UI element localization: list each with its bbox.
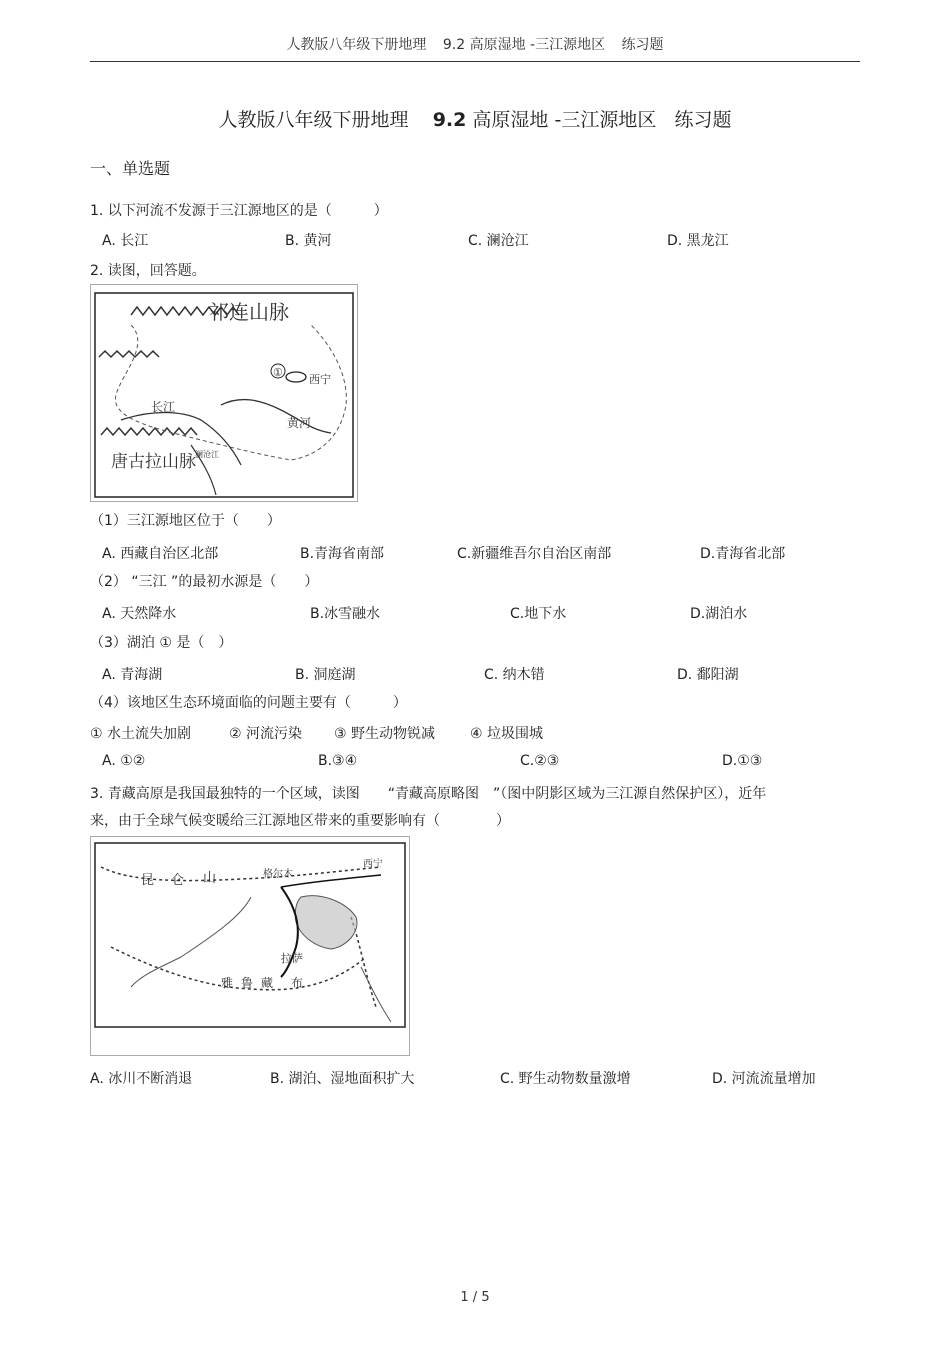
q1-option-d[interactable]: D. 黑龙江 — [667, 233, 729, 249]
q2-3-option-d[interactable]: D. 鄱阳湖 — [677, 667, 739, 683]
q3-option-b[interactable]: B. 湖泊、湿地面积扩大 — [270, 1071, 415, 1087]
header-type: 练习题 — [621, 37, 664, 53]
q2-3-option-b[interactable]: B. 洞庭湖 — [295, 667, 356, 683]
q2-1-stem: （1）三江源地区位于（ ） — [90, 513, 281, 529]
q2-3-option-a[interactable]: A. 青海湖 — [102, 667, 163, 683]
map-label-huanghe: 黄河 — [287, 416, 312, 430]
map-label-xining: 西宁 — [309, 373, 331, 386]
map-label-lhasa: 拉萨 — [281, 952, 303, 965]
map-label-golmud: 格尔木 — [263, 869, 293, 880]
map-label-kun: 昆 — [141, 873, 155, 888]
map-label-lake-1: ① — [273, 366, 283, 379]
header-rule — [90, 61, 860, 62]
page-title — [0, 105, 950, 132]
q2-2-option-c[interactable]: C.地下水 — [510, 606, 567, 622]
map-label-tanggula: 唐古拉山脉 — [111, 452, 196, 472]
map-label-zang: 藏 — [261, 976, 274, 990]
q3-stem-line1: 3. 青藏高原是我国最独特的一个区域，读图 “青藏高原略图 ”（图中阴影区域为三江源自然保护区），近年 — [90, 786, 767, 802]
map-label-xining-2: 西宁 — [363, 859, 383, 870]
q3-option-c[interactable]: C. 野生动物数量激增 — [500, 1071, 631, 1087]
header-book: 人教版八年级下册地理 — [286, 37, 427, 53]
map-label-lancang: 澜沧江 — [195, 450, 219, 459]
map-label-ya: 雅 — [221, 976, 234, 990]
q2-4-item-3: ③ 野生动物锐减 — [334, 726, 436, 742]
q2-1-option-d[interactable]: D.青海省北部 — [700, 546, 786, 562]
q2-1-option-a[interactable]: A. 西藏自治区北部 — [102, 546, 219, 562]
running-header — [0, 34, 950, 54]
q2-stem: 2. 读图，回答题。 — [90, 263, 206, 279]
map-label-lun: 仑 — [171, 873, 185, 888]
q2-2-stem: （2） “三江 ”的最初水源是（ ） — [90, 574, 319, 590]
q2-4-option-c[interactable]: C.②③ — [520, 753, 560, 769]
q2-4-option-a[interactable]: A. ①② — [102, 753, 146, 769]
map-label-changjiang: 长江 — [151, 400, 176, 414]
tibet-plateau-map — [90, 836, 410, 1056]
map-label-shan: 山 — [203, 871, 217, 886]
q3-stem-line2: 来，由于全球气候变暖给三江源地区带来的重要影响有（ ） — [90, 813, 510, 829]
q2-2-option-a[interactable]: A. 天然降水 — [102, 606, 177, 622]
q2-2-option-d[interactable]: D.湖泊水 — [690, 606, 748, 622]
q1-option-a[interactable]: A. 长江 — [102, 233, 149, 249]
q1-stem: 1. 以下河流不发源于三江源地区的是（ ） — [90, 203, 388, 219]
q2-4-stem: （4）该地区生态环境面临的问题主要有（ ） — [90, 695, 407, 711]
title-number: 9.2 — [432, 109, 467, 131]
header-lesson: 9.2 高原湿地 -三江源地区 — [442, 37, 606, 53]
q2-4-item-4: ④ 垃圾围城 — [470, 726, 544, 742]
title-region: -三江源地区 — [554, 109, 657, 131]
q2-1-option-b[interactable]: B.青海省南部 — [300, 546, 385, 562]
title-topic: 高原湿地 — [472, 109, 549, 131]
q1-option-c[interactable]: C. 澜沧江 — [468, 233, 529, 249]
q2-4-option-b[interactable]: B.③④ — [318, 753, 358, 769]
q2-1-option-c[interactable]: C.新疆维吾尔自治区南部 — [457, 546, 612, 562]
q2-3-stem: （3）湖泊 ① 是（ ） — [90, 635, 233, 651]
map-label-bu: 布 — [291, 976, 304, 990]
q1-option-b[interactable]: B. 黄河 — [285, 233, 332, 249]
q2-4-item-2: ② 河流污染 — [229, 726, 303, 742]
q2-2-option-b[interactable]: B.冰雪融水 — [310, 606, 381, 622]
q3-option-d[interactable]: D. 河流流量增加 — [712, 1071, 816, 1087]
q3-option-a[interactable]: A. 冰川不断消退 — [90, 1071, 193, 1087]
title-type: 练习题 — [674, 109, 732, 131]
q2-3-option-c[interactable]: C. 纳木错 — [484, 667, 545, 683]
q2-4-option-d[interactable]: D.①③ — [722, 753, 763, 769]
section-title: 一、单选题 — [90, 159, 171, 178]
map-label-lu: 鲁 — [241, 976, 254, 990]
map-label-qilian: 祁连山脉 — [209, 300, 289, 324]
sanjiangyuan-map — [90, 284, 358, 502]
q2-4-item-1: ① 水土流失加剧 — [90, 726, 192, 742]
title-book: 人教版八年级下册地理 — [218, 109, 409, 131]
page-number: 1 / 5 — [460, 1290, 490, 1305]
